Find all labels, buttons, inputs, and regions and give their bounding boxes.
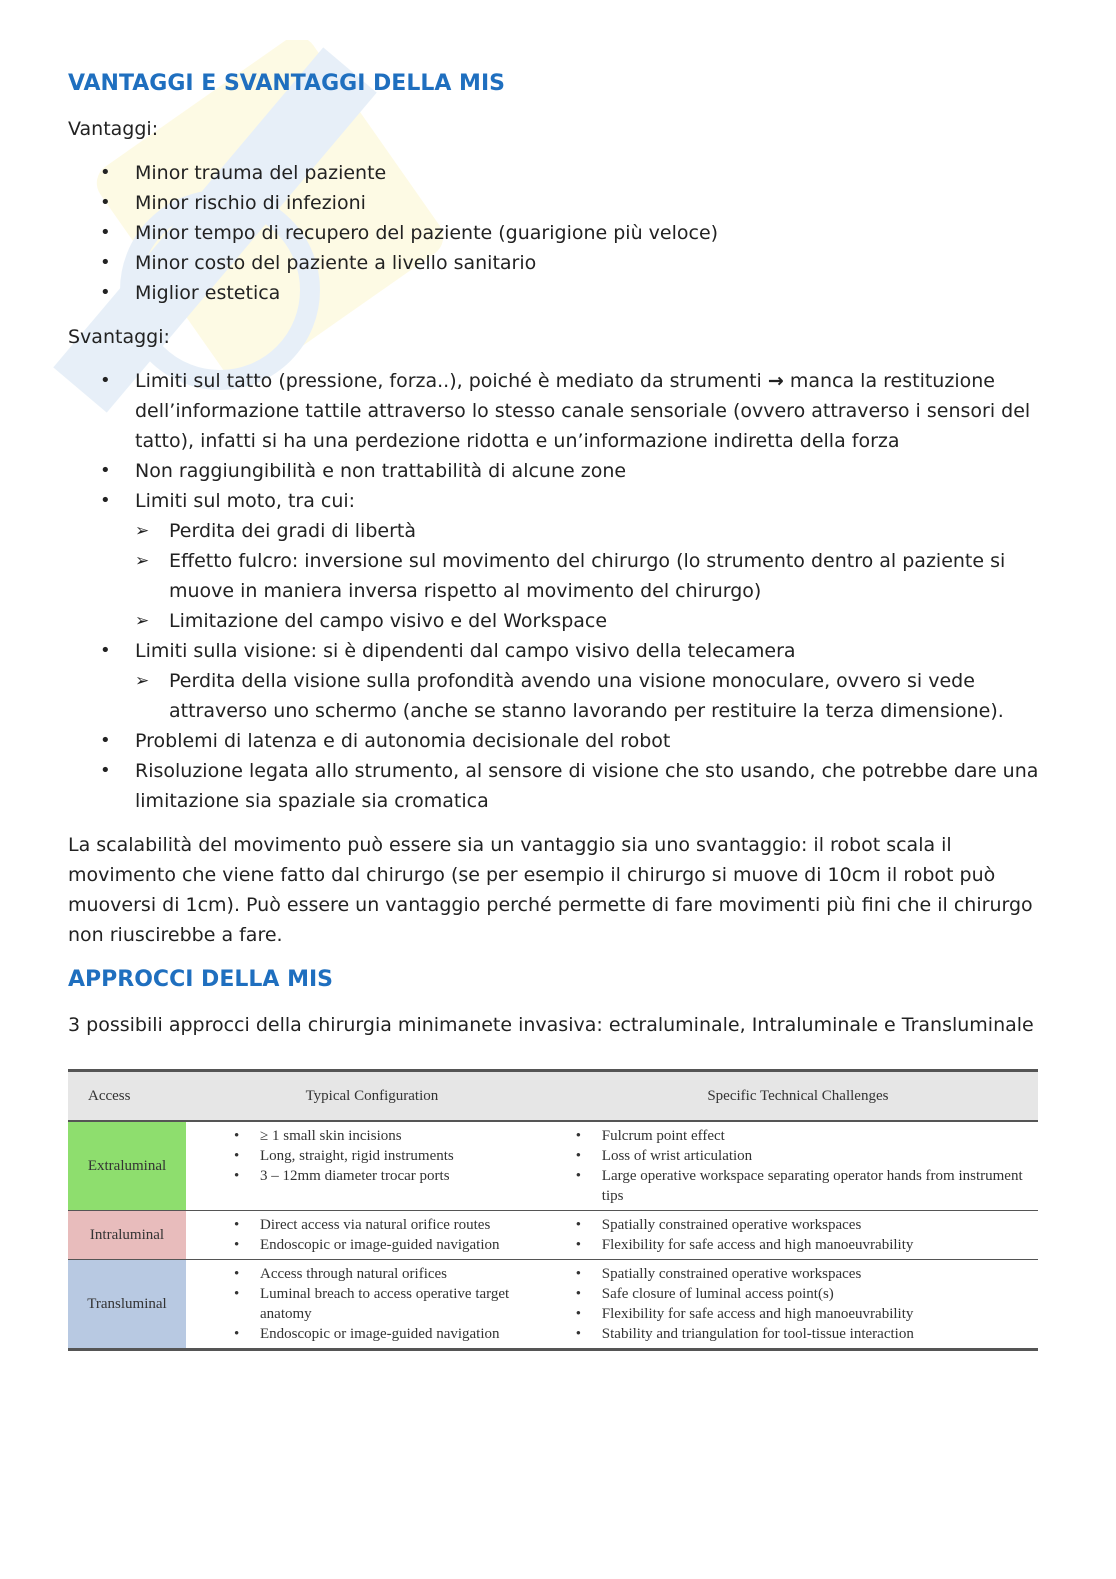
- table-bottom-rule: [68, 1348, 1038, 1351]
- approcci-intro: 3 possibili approcci della chirurgia minimanete invasiva: ectraluminale, Intraluminale e Transluminale: [68, 1014, 1034, 1036]
- config-cell: [186, 1211, 558, 1260]
- sub-list-item: ➢ Perdita dei gradi di libertà: [135, 516, 1048, 546]
- list-item: • Minor rischio di infezioni: [68, 188, 1048, 218]
- main-content: [68, 68, 1048, 1040]
- sub-list-item: ➢ Limitazione del campo visivo e del Workspace: [135, 606, 1048, 636]
- list-item: • Loss of wrist articulation: [558, 1146, 1038, 1166]
- table-row: [68, 1121, 1038, 1211]
- sub-list-item: ➢ Effetto fulcro: inversione sul movimento del chirurgo (lo strumento dentro al paziente si muove in maniera inversa rispetto al movimento del chirurgo): [135, 546, 1048, 606]
- sub-list-item: ➢ Perdita della visione sulla profondità avendo una visione monoculare, ovvero si vede attraverso uno schermo (anche se stanno lavorando per restituire la terza dimensione).: [135, 666, 1048, 726]
- sub-list-moto: [135, 516, 1048, 636]
- access-cell-transluminal: Transluminal: [68, 1260, 186, 1349]
- challenges-cell: [558, 1211, 1038, 1260]
- mis-approaches-table: [68, 1072, 1038, 1348]
- sub-list-visione: [135, 666, 1048, 726]
- list-item: [68, 636, 1048, 726]
- config-cell: [186, 1260, 558, 1349]
- list-item: • Miglior estetica: [68, 278, 1048, 308]
- header-challenges: Specific Technical Challenges: [558, 1072, 1038, 1121]
- list-item: • Minor trauma del paziente: [68, 158, 1048, 188]
- list-item: • Fulcrum point effect: [558, 1126, 1038, 1146]
- table-row: [68, 1260, 1038, 1349]
- list-item-text: Limiti sul moto, tra cui:: [135, 490, 356, 512]
- list-item: • Large operative workspace separating operator hands from instrument tips: [558, 1166, 1038, 1206]
- list-item: • Risoluzione legata allo strumento, al sensore di visione che sto usando, che potrebbe dare una limitazione sia spaziale sia cromatica: [68, 756, 1048, 816]
- challenges-cell: [558, 1260, 1038, 1349]
- header-configuration: Typical Configuration: [186, 1072, 558, 1121]
- list-item: • ≥ 1 small skin incisions: [186, 1126, 558, 1146]
- list-item: [68, 366, 1048, 456]
- list-item: • Minor tempo di recupero del paziente (guarigione più veloce): [68, 218, 1048, 248]
- list-item: • Flexibility for safe access and high manoeuvrability: [558, 1304, 1038, 1324]
- list-item: • Non raggiungibilità e non trattabilità di alcune zone: [68, 456, 1048, 486]
- list-item: • Luminal breach to access operative target anatomy: [186, 1284, 558, 1324]
- svantaggi-list: [68, 366, 1048, 816]
- list-item: • Problemi di latenza e di autonomia decisionale del robot: [68, 726, 1048, 756]
- vantaggi-list: [68, 158, 1048, 308]
- list-item: • Endoscopic or image-guided navigation: [186, 1235, 558, 1255]
- list-item: • Stability and triangulation for tool-tissue interaction: [558, 1324, 1038, 1344]
- list-item: • Access through natural orifices: [186, 1264, 558, 1284]
- list-item: • Long, straight, rigid instruments: [186, 1146, 558, 1166]
- list-item-text: Limiti sulla visione: si è dipendenti dal campo visivo della telecamera: [135, 640, 796, 662]
- list-item: • Direct access via natural orifice routes: [186, 1215, 558, 1235]
- config-cell: [186, 1121, 558, 1211]
- table-row: [68, 1211, 1038, 1260]
- scalabilita-paragraph: La scalabilità del movimento può essere sia un vantaggio sia uno svantaggio: il robot scala il movimento che viene fatto dal chirurgo (se per esempio il chirurgo si muove di 10cm il robot può muoversi di 1cm). Può essere un vantaggio perché permette di fare movimenti più fini che il chirurgo non riuscirebbe a fare.: [68, 834, 1033, 946]
- svantaggi-label: Svantaggi:: [68, 326, 170, 348]
- access-cell-extraluminal: Extraluminal: [68, 1121, 186, 1211]
- list-item: • Minor costo del paziente a livello sanitario: [68, 248, 1048, 278]
- list-item: • Safe closure of luminal access point(s): [558, 1284, 1038, 1304]
- section-title-approcci: APPROCCI DELLA MIS: [68, 967, 333, 992]
- challenges-cell: [558, 1121, 1038, 1211]
- section-title-vantaggi-svantaggi: VANTAGGI E SVANTAGGI DELLA MIS: [68, 71, 505, 96]
- list-item: [68, 486, 1048, 636]
- access-cell-intraluminal: Intraluminal: [68, 1211, 186, 1260]
- list-item: • Spatially constrained operative workspaces: [558, 1215, 1038, 1235]
- arrow-right-icon: →: [767, 370, 784, 392]
- list-item: • 3 – 12mm diameter trocar ports: [186, 1166, 558, 1186]
- list-item: • Spatially constrained operative workspaces: [558, 1264, 1038, 1284]
- vantaggi-label: Vantaggi:: [68, 118, 159, 140]
- svantaggi-text-a: Limiti sul tatto (pressione, forza..), poiché è mediato da strumenti: [135, 370, 762, 392]
- header-access: Access: [68, 1072, 186, 1121]
- list-item: • Flexibility for safe access and high manoeuvrability: [558, 1235, 1038, 1255]
- svantaggi-text-b: manca la restituzione dell’informazione tattile attraverso lo stesso canale sensoriale (ovvero attraverso i sensori del tatto), infatti si ha una perdezione ridotta e un’informazione indiretta della forza: [135, 370, 1031, 452]
- list-item: • Endoscopic or image-guided navigation: [186, 1324, 558, 1344]
